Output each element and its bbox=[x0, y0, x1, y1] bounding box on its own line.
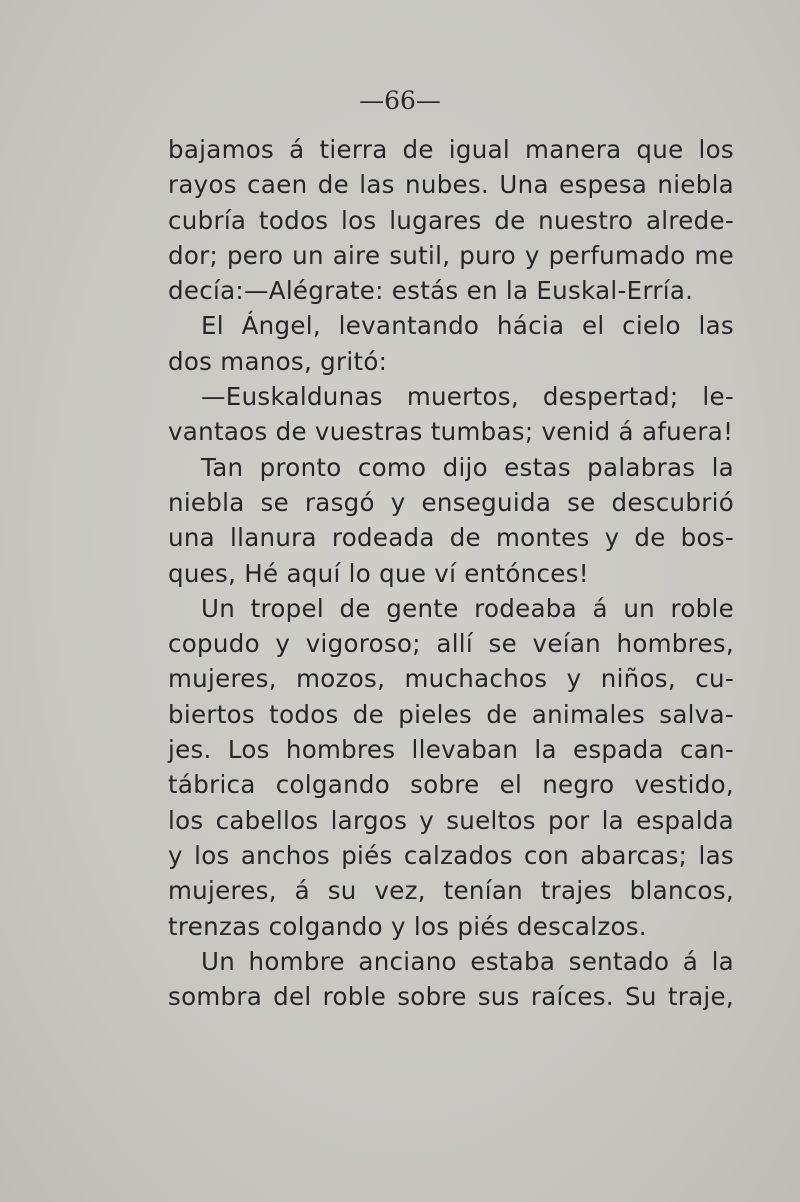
text-line: sombra del roble sobre sus raíces. Su traje, bbox=[168, 982, 734, 1012]
text-line: vantaos de vuestras tumbas; venid á afuera! bbox=[168, 417, 734, 447]
text-line: decía:—Alégrate: estás en la Euskal-Erría. bbox=[168, 276, 694, 306]
text-line: trenzas colgando y los piés descalzos. bbox=[168, 911, 647, 941]
body-text bbox=[168, 132, 734, 1014]
text-line: dos manos, gritó: bbox=[168, 346, 388, 376]
text-line: mujeres, á su vez, tenían trajes blancos, bbox=[168, 876, 734, 906]
text-line: Un tropel de gente rodeaba á un roble bbox=[201, 593, 734, 623]
text-line: biertos todos de pieles de animales salva- bbox=[168, 699, 734, 729]
text-line: El Ángel, levantando hácia el cielo las bbox=[201, 311, 734, 341]
text-line: Un hombre anciano estaba sentado á la bbox=[201, 946, 734, 976]
text-line: niebla se rasgó y enseguida se descubrió bbox=[168, 487, 734, 517]
text-line: bajamos á tierra de igual manera que los bbox=[168, 135, 734, 164]
text-line: rayos caen de las nubes. Una espesa niebla bbox=[168, 170, 734, 200]
text-line: tábrica colgando sobre el negro vestido, bbox=[168, 770, 734, 800]
text-line: mujeres, mozos, muchachos y niños, cu- bbox=[168, 664, 734, 694]
text-line: los cabellos largos y sueltos por la espalda bbox=[168, 805, 734, 835]
text-line: una llanura rodeada de montes y de bos- bbox=[168, 523, 734, 553]
text-line: —Euskaldunas muertos, despertad; le- bbox=[201, 382, 734, 412]
text-line: ques, Hé aquí lo que ví entónces! bbox=[168, 558, 589, 588]
text-line: Tan pronto como dijo estas palabras la bbox=[201, 452, 734, 482]
text-line: cubría todos los lugares de nuestro alrede- bbox=[168, 205, 734, 235]
text-line: dor; pero un aire sutil, puro y perfumado me bbox=[168, 240, 734, 270]
text-line: jes. Los hombres llevaban la espada can- bbox=[168, 735, 734, 765]
page-number: —66— bbox=[359, 86, 441, 115]
text-line: y los anchos piés calzados con abarcas; las bbox=[168, 840, 734, 870]
text-line: copudo y vigoroso; allí se veían hombres, bbox=[168, 629, 734, 659]
